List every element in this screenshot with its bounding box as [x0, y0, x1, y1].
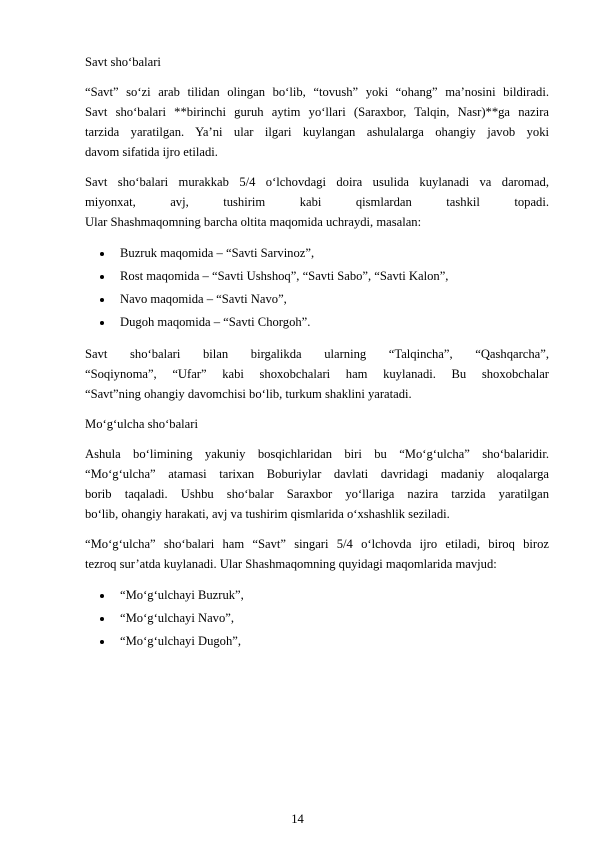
list-item	[85, 607, 549, 630]
text-line: davom sifatida ijro etiladi.	[85, 145, 218, 159]
text-line: Savt sho‘balari **birinchi guruh aytim yo‘llari (Saraxbor, Talqin, Nasr)**ga nazira	[85, 105, 549, 119]
list-item-text: Buzruk maqomida – “Savti Sarvinoz”,	[120, 246, 315, 260]
list-item-text: Rost maqomida – “Savti Ushshoq”, “Savti Sabo”, “Savti Kalon”,	[120, 269, 449, 283]
text-line: “Mo‘g‘ulcha” sho‘balari ham “Savt” singari 5/4 o‘lchovda ijro etiladi, biroq biroz	[85, 537, 549, 551]
bullet-dot-icon	[100, 640, 104, 644]
list-item-text: Dugoh maqomida – “Savti Chorgoh”.	[120, 315, 311, 329]
bullet-dot-icon	[100, 594, 104, 598]
paragraph-savt-intro	[85, 82, 549, 162]
text-line: bo‘lib, ohangiy harakati, avj va tushirim qismlarida o‘xshashlik seziladi.	[85, 507, 450, 521]
list-item	[85, 311, 549, 334]
section-heading-mogulcha: Mo‘g‘ulcha sho‘balari	[85, 417, 198, 431]
text-line: tezroq sur’atda kuylanadi. Ular Shashmaqomning quyidagi maqomlarida mavjud:	[85, 557, 497, 571]
list-item	[85, 288, 549, 311]
list-item	[85, 242, 549, 265]
text-line: Savt sho‘balari murakkab 5/4 o‘lchovdagi doira usulida kuylanadi va daromad,	[85, 175, 549, 189]
list-item-text: “Mo‘g‘ulchayi Navo”,	[120, 611, 235, 625]
list-item-text: Navo maqomida – “Savti Navo”,	[120, 292, 287, 306]
section-heading-savt: Savt sho‘balari	[85, 55, 161, 69]
bullet-dot-icon	[100, 617, 104, 621]
text-line: Ular Shashmaqomning barcha oltita maqomida uchraydi, masalan:	[85, 215, 422, 229]
text-line: “Savt” so‘zi arab tilidan olingan bo‘lib, “tovush” yoki “ohang” ma’nosini bildiradi.	[85, 85, 549, 99]
paragraph-mogulcha-tempo	[85, 534, 549, 574]
bullet-dot-icon	[100, 321, 104, 325]
paragraph-mogulcha-intro	[85, 444, 549, 524]
paragraph-savt-structure	[85, 172, 549, 232]
text-line: “Mo‘g‘ulcha” atamasi tarixan Boburiylar davlati davridagi madaniy aloqalarga	[85, 467, 549, 481]
list-item	[85, 630, 549, 653]
text-line: borib taqaladi. Ushbu sho‘balar Saraxbor yo‘llariga nazira tarzida yaratilgan	[85, 487, 549, 501]
list-item-text: “Mo‘g‘ulchayi Buzruk”,	[120, 588, 244, 602]
text-line: “Soqiynoma”, “Ufar” kabi shoxobchalari ham kuylanadi. Bu shoxobchalar	[85, 367, 549, 381]
bullet-dot-icon	[100, 252, 104, 256]
text-line: Ashula bo‘limining yakuniy bosqichlaridan biri bu “Mo‘g‘ulcha” sho‘balaridir.	[85, 447, 549, 461]
list-item	[85, 584, 549, 607]
bullet-list-savt	[85, 242, 549, 334]
bullet-dot-icon	[100, 275, 104, 279]
paragraph-savt-branches	[85, 344, 549, 404]
text-line: tarzida yaratilgan. Ya’ni ular ilgari kuylangan ashulalarga ohangiy javob yoki	[85, 125, 549, 139]
list-item	[85, 265, 549, 288]
bullet-dot-icon	[100, 298, 104, 302]
list-item-text: “Mo‘g‘ulchayi Dugoh”,	[120, 634, 242, 648]
text-line: Savt sho‘balari bilan birgalikda ularning “Talqincha”, “Qashqarcha”,	[85, 347, 549, 361]
text-line: “Savt”ning ohangiy davomchisi bo‘lib, turkum shaklini yaratadi.	[85, 387, 412, 401]
text-line: miyonxat, avj, tushirim kabi qismlardan tashkil topadi.	[85, 195, 549, 209]
document-page	[85, 52, 549, 663]
bullet-list-mogulcha	[85, 584, 549, 653]
page-number: 14	[291, 812, 304, 826]
